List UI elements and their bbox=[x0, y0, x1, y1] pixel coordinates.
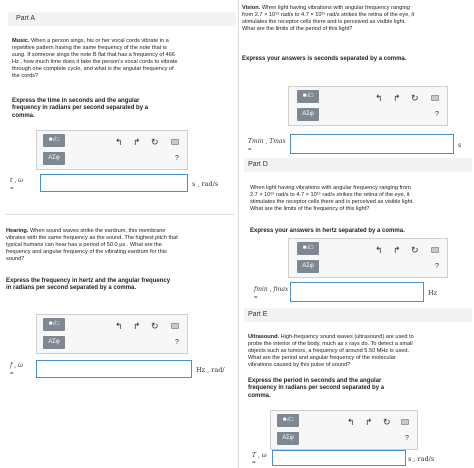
template-button[interactable]: ■√□ bbox=[43, 134, 65, 147]
question-body: When a person sings, his or her vocal cords vibrate in a repetitive pattern having the same frequency of the note that is sung. If someone sings the note B flat that has a frequency of 466 Hz , how much time does it take the person's vocal cords to vibrate through one complete cycle, and what is the angular frequency of the cords? bbox=[12, 38, 178, 79]
answer-unit: s , rad/s bbox=[408, 455, 435, 463]
answer-variable-label: Tmin , Tmax bbox=[248, 138, 286, 145]
math-toolbar bbox=[36, 130, 188, 170]
greek-button[interactable]: ΑΣφ bbox=[297, 260, 319, 273]
redo-icon[interactable]: ↱ bbox=[393, 93, 401, 103]
reset-icon[interactable]: ↻ bbox=[411, 245, 419, 255]
hearing-instruction: Express the frequency in hertz and the angular frequency in radians per second separated by a comma. bbox=[6, 278, 171, 292]
reset-icon[interactable]: ↻ bbox=[151, 137, 159, 147]
keyboard-icon[interactable] bbox=[401, 419, 409, 425]
question-title: Ultrasound. bbox=[248, 334, 280, 340]
help-icon[interactable]: ? bbox=[435, 263, 439, 270]
question-title: Vision. bbox=[242, 5, 261, 11]
vision-instruction: Express your answers is seconds separated by a comma. bbox=[242, 56, 407, 62]
equals-sign: = bbox=[254, 295, 258, 301]
redo-icon[interactable]: ↱ bbox=[133, 321, 141, 331]
help-icon[interactable]: ? bbox=[175, 339, 179, 346]
part-e-instruction: Express the period in seconds and the angular frequency in radians per second separated by a comma. bbox=[248, 378, 385, 399]
redo-icon[interactable]: ↱ bbox=[133, 137, 141, 147]
question-body: When sound waves strike the eardrum, this membrane vibrates with the same frequency as the sound. The highest pitch that typical humans can hear has a period of 50.0 μs . What are the frequency and angular frequency of the vibrating eardrum for this sound? bbox=[6, 228, 178, 262]
help-icon[interactable]: ? bbox=[175, 155, 179, 162]
template-button[interactable]: ■√□ bbox=[297, 242, 319, 255]
answer-variable-label: fmin , fmax bbox=[254, 286, 289, 293]
template-button[interactable]: ■√□ bbox=[43, 318, 65, 331]
template-button[interactable]: ■√□ bbox=[277, 414, 299, 427]
answer-input[interactable] bbox=[36, 360, 192, 378]
part-d-question bbox=[250, 185, 418, 213]
math-toolbar bbox=[36, 314, 188, 354]
answer-unit: s , rad/s bbox=[192, 180, 219, 188]
keyboard-icon[interactable] bbox=[431, 95, 439, 101]
keyboard-icon[interactable] bbox=[431, 247, 439, 253]
reset-icon[interactable]: ↻ bbox=[411, 93, 419, 103]
answer-unit: s bbox=[458, 141, 462, 149]
question-title: Music. bbox=[12, 38, 30, 44]
answer-variable-label: f , ω bbox=[10, 362, 23, 369]
question-body: High-frequency sound waves (ultrasound) are used to probe the interior of the body, much as x rays do. To detect a small objects such as tumors, a frequency of around 5.50 MHz is used. What are the period and angular frequency of the molecular vibrations caused by this pulse of sound? bbox=[248, 334, 414, 368]
equals-sign: = bbox=[10, 371, 14, 377]
template-button[interactable]: ■√□ bbox=[297, 90, 319, 103]
answer-input[interactable] bbox=[290, 282, 424, 302]
math-toolbar bbox=[288, 86, 448, 126]
math-toolbar bbox=[270, 410, 418, 450]
undo-icon[interactable]: ↰ bbox=[115, 137, 123, 147]
question-body: When light having vibrations with angular frequency ranging from 2.7 × 10¹⁵ rad/s to 4.7 × 10¹⁵ rad/s strikes the retina of the eye, it stimulates the receptor cells there and is perceived as visible light. What are the limits of the frequency of this light? bbox=[250, 185, 414, 212]
keyboard-icon[interactable] bbox=[171, 323, 179, 329]
reset-icon[interactable]: ↻ bbox=[151, 321, 159, 331]
equals-sign: = bbox=[10, 186, 14, 192]
right-column bbox=[240, 0, 474, 468]
math-toolbar bbox=[288, 238, 448, 278]
help-icon[interactable]: ? bbox=[435, 111, 439, 118]
part-a-header: Part A bbox=[8, 12, 236, 26]
reset-icon[interactable]: ↻ bbox=[383, 417, 391, 427]
greek-button[interactable]: ΑΣφ bbox=[43, 336, 65, 349]
question-title: Hearing. bbox=[6, 228, 29, 234]
greek-button[interactable]: ΑΣφ bbox=[277, 432, 299, 445]
answer-unit: Hz bbox=[428, 289, 438, 297]
part-e-question bbox=[248, 334, 418, 369]
answer-unit: Hz , rad/ bbox=[196, 366, 225, 374]
vision-question bbox=[242, 5, 418, 33]
undo-icon[interactable]: ↰ bbox=[375, 93, 383, 103]
redo-icon[interactable]: ↱ bbox=[393, 245, 401, 255]
equals-sign: = bbox=[252, 460, 256, 466]
keyboard-icon[interactable] bbox=[171, 139, 179, 145]
greek-button[interactable]: ΑΣφ bbox=[43, 152, 65, 165]
part-d-header: Part D bbox=[244, 158, 472, 172]
redo-icon[interactable]: ↱ bbox=[365, 417, 373, 427]
answer-variable-label: t , ω bbox=[10, 177, 24, 184]
part-a-question bbox=[12, 38, 182, 80]
undo-icon[interactable]: ↰ bbox=[375, 245, 383, 255]
undo-icon[interactable]: ↰ bbox=[115, 321, 123, 331]
help-icon[interactable]: ? bbox=[405, 435, 409, 442]
column-divider bbox=[238, 0, 239, 468]
undo-icon[interactable]: ↰ bbox=[347, 417, 355, 427]
section-divider bbox=[6, 214, 234, 215]
answer-variable-label: T , ω bbox=[252, 452, 267, 459]
answer-input[interactable] bbox=[272, 450, 406, 466]
part-a-instruction: Express the time in seconds and the angular frequency in radians per second separated by a comma. bbox=[12, 98, 149, 119]
part-e-header: Part E bbox=[244, 308, 472, 322]
part-d-instruction: Express your answers in hertz separated by a comma. bbox=[250, 228, 405, 234]
equals-sign: = bbox=[248, 147, 252, 153]
answer-input[interactable] bbox=[290, 134, 454, 154]
hearing-question bbox=[6, 228, 182, 263]
greek-button[interactable]: ΑΣφ bbox=[297, 108, 319, 121]
answer-input[interactable] bbox=[40, 174, 188, 192]
question-body: When light having vibrations with angular frequency ranging from 2.7 × 10¹⁵ rad/s to 4.7 × 10¹⁵ rad/s strikes the retina of the eye, it stimulates the receptor cells there and is perceived as visible light. What are the limits of the period of this light? bbox=[242, 5, 415, 32]
